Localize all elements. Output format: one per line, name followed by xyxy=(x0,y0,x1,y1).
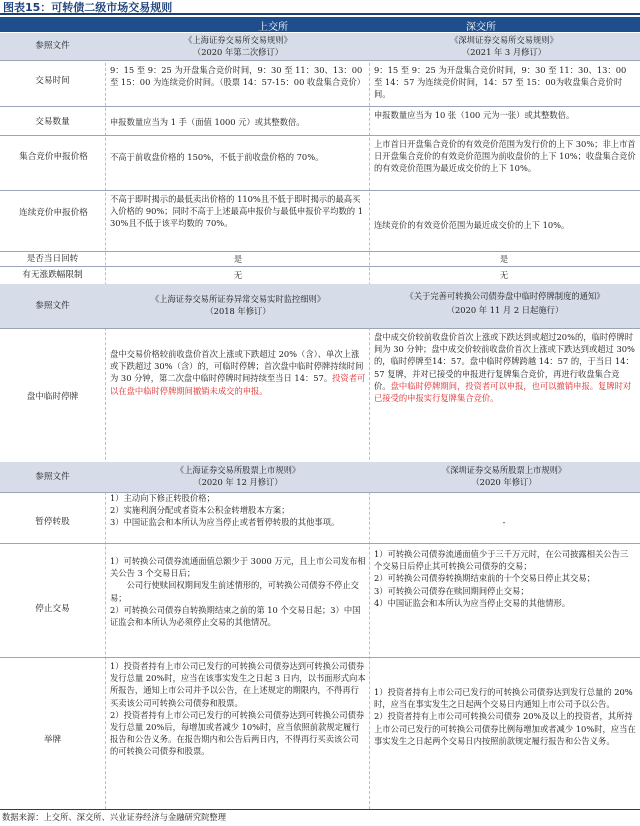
row-separator xyxy=(0,60,640,61)
row-label-trade-time: 交易时间 xyxy=(35,76,70,86)
bottom-rule xyxy=(0,809,640,810)
sse-trading-halt xyxy=(110,348,366,397)
szse-header: 深交所 xyxy=(466,22,496,33)
szse-trade-time: 9：15 至 9：25 为开盘集合竞价时间，9：30 至 11：30、13：00 至 14：57 为连续竞价时间，14：57 至 15：00为收盘集合竞价时间。 xyxy=(374,65,627,100)
row-separator xyxy=(0,328,640,329)
szse-continuous-auction: 连续竞价的有效竞价范围为最近成交价的上下 10%。 xyxy=(374,220,570,230)
sse-suspend-conversion xyxy=(110,492,366,529)
szse-reference-title: 《深圳证券交易所交易规则》 xyxy=(450,35,558,45)
szse-reference-version: （2020 年 11 月 2 日起施行） xyxy=(446,305,564,316)
row-label-call-auction: 集合竞价申报价格 xyxy=(19,152,88,162)
sse-reference-2 xyxy=(107,293,369,317)
list-item: 1）可转换公司债券流通面值总额少于 3000 万元，且上市公司发布相关公告 3 个交易日后； xyxy=(110,556,366,579)
sse-trade-time: 9：15 至 9：25 为开盘集合竞价时间，9：30 至 11：30、13：00 至 15：00 为连续竞价时间。（股票 14：57-15：00 收盘集合竞价） xyxy=(110,65,366,88)
szse-reference-title: 《关于完善可转换公司债券盘中临时停牌制度的通知》 xyxy=(405,291,605,301)
list-item: 4）中国证监会和本所认为应当停止交易的其他情形。 xyxy=(374,597,571,608)
szse-reference-3 xyxy=(371,464,637,488)
row-label-reference: 参照文件 xyxy=(35,41,70,51)
list-item: 1）投资者持有上市公司已发行的可转换公司债券达到发行总量的 20%时，应当在事实发生之日起两个交易日内通知上市公司予以公告。 xyxy=(374,687,633,710)
sse-reference-version: （2020 年第二次修订） xyxy=(192,47,284,58)
sse-halt-red-text: 投资者可以在盘中临时停牌期间撤销未成交的申报。 xyxy=(110,373,366,396)
row-label-t0: 是否当日回转 xyxy=(26,254,79,264)
row-label-continuous-auction: 连续竞价申报价格 xyxy=(19,208,88,218)
row-label-stop-trading: 停止交易 xyxy=(35,604,70,614)
szse-reference-title: 《深圳证券交易所股票上市规则》 xyxy=(441,465,567,475)
list-item: 2）投资者持有上市公司已发行的可转换公司债券达到可转换公司债券发行总量 20%后，每增加或者减少 10%时，应当依照前款规定履行报告和公告义务。在报告期内和公告后两日内，不得再行买卖该公司的可转换公司债券和股票。 xyxy=(110,709,365,757)
sse-reference-title: 《上海证券交易所股票上市规则》 xyxy=(175,465,301,475)
szse-t0: 是 xyxy=(499,254,509,264)
szse-trading-halt xyxy=(374,331,636,404)
sse-price-limit: 无 xyxy=(233,270,243,280)
list-item: 公司行使赎回权期间发生前述情形的，可转换公司债券不停止交易； xyxy=(110,580,359,603)
szse-reference-version: （2020 年修订） xyxy=(471,477,537,488)
sse-reference-title: 《上海证券交易所交易规则》 xyxy=(184,35,292,45)
sse-t0: 是 xyxy=(233,254,243,264)
list-item: 3）中国证监会和本所认为应当停止或者暂停转股的其他事项。 xyxy=(110,517,340,528)
sse-reference xyxy=(107,34,369,58)
szse-suspend-conversion: - xyxy=(502,517,506,527)
column-divider xyxy=(369,33,370,809)
sse-reference-title: 《上海证券交易所证券异常交易实时监控细则》 xyxy=(150,294,326,304)
szse-reference xyxy=(371,34,637,58)
row-separator xyxy=(0,190,640,191)
sse-stop-trading xyxy=(110,555,366,628)
list-item: 2）实施利润分配或者资本公积金转增股本方案； xyxy=(110,505,290,516)
row-label-disclosure: 举牌 xyxy=(43,735,62,745)
row-separator xyxy=(0,106,640,107)
row-label-reference: 参照文件 xyxy=(35,301,70,311)
szse-halt-text: 盘中成交价较前收盘价首次上涨或下跌达到或超过20%的，临时停牌时间为 30 分钟；盘中成交价较前收盘价首次上涨或下跌达到或超过 30%的，临时停牌至14：57。盘中临时停牌跨越 14：57 的，于当日 14：57 复牌，并对已接受的申报进行复牌集合竞价，再进行收盘集合竞价。 xyxy=(374,332,635,391)
sse-call-auction: 不高于前收盘价格的 150%，不低于前收盘价格的 70%。 xyxy=(110,152,324,162)
szse-disclosure xyxy=(374,686,636,747)
sse-disclosure xyxy=(110,660,366,758)
list-item: 1）投资者持有上市公司已发行的可转换公司债券达到可转换公司债券发行总量 20%时，应当在该事实发生之日起 3 日内，以书面形式向本所报告，通知上市公司并予以公告，在上述规定的期限内，不得再行买卖该公司可转换公司债券和股票。 xyxy=(110,661,366,708)
szse-call-auction: 上市首日开盘集合竞价的有效竞价范围为发行价的上下 30%；非上市首日开盘集合竞价的有效竞价范围为前收盘价的上下 10%；收盘集合竞价的有效竞价范围为最近成交价的上下 10%。 xyxy=(374,139,636,174)
szse-reference-version: （2021 年 3 月修订） xyxy=(461,47,547,58)
row-separator xyxy=(0,657,640,658)
row-separator xyxy=(0,135,640,136)
szse-trade-quantity: 申报数量应当为 10 张（100 元为一张）或其整数倍。 xyxy=(374,110,575,120)
sse-reference-3 xyxy=(107,464,369,488)
szse-price-limit: 无 xyxy=(499,270,509,280)
list-item: 2）投资者持有上市公司可转换公司债券 20%及以上的投资者，其所持上市公司已发行的可转换公司债券比例每增加或者减少 10%时，应当在事实发生之日起两个交易日内按照前款规定履行报告和公告义务。 xyxy=(374,711,636,746)
row-label-price-limit: 有无涨跌幅限制 xyxy=(22,270,83,280)
szse-stop-trading xyxy=(374,548,636,609)
row-label-trading-halt: 盘中临时停牌 xyxy=(26,392,79,402)
sse-continuous-auction: 不高于即时揭示的最低卖出价格的 110%且不低于即时揭示的最高买入价格的 90%；同时不高于上述最高申报价与最低申报价平均数的 130%且不低于该平均数的 70%。 xyxy=(110,194,364,229)
list-item: 1）主动向下修正转股价格； xyxy=(110,493,215,503)
sse-trade-quantity: 申报数量应当为 1 手（面值 1000 元）或其整数倍。 xyxy=(110,117,305,127)
row-label-reference: 参照文件 xyxy=(35,472,70,482)
figure-title: 图表15：可转债二级市场交易规则 xyxy=(0,0,640,15)
column-divider xyxy=(105,33,106,809)
row-label-trade-quantity: 交易数量 xyxy=(35,117,70,127)
source-note: 数据来源：上交所、深交所、兴业证券经济与金融研究院整理 xyxy=(2,812,227,822)
szse-reference-2 xyxy=(374,290,636,316)
row-label-suspend-conversion: 暂停转股 xyxy=(35,517,70,527)
column-header-bar xyxy=(0,17,640,32)
list-item: 2）可转换公司债券自转换期结束之前的第 10 个交易日起；3）中国证监会和本所认为必须停止交易的其他情况。 xyxy=(110,604,361,628)
szse-halt-red-text: 盘中临时停牌期间，投资者可以申报，也可以撤销申报。复牌时对已接受的申报实行复牌集合竞价。 xyxy=(374,380,632,404)
list-item: 3）可转换公司债券在赎回期间停止交易； xyxy=(374,585,529,596)
list-item: 1）可转换公司债券流通面值少于三千万元时，在公司披露相关公告三个交易日后停止其可转换公司债券的交易； xyxy=(374,549,629,572)
sse-reference-version: （2020 年 12 月修订） xyxy=(193,477,283,488)
row-separator xyxy=(0,266,640,267)
sse-reference-version: （2018 年修订） xyxy=(205,306,271,317)
list-item: 2）可转换公司债券转换期结束前的十个交易日停止其交易； xyxy=(374,573,595,584)
sse-halt-text: 盘中交易价格较前收盘价首次上涨或下跌超过 20%（含）、单次上涨或下跌超过 30%（含）的，可临时停牌；首次盘中临时停牌持续时间为 30 分钟，第二次盘中临时停牌时间持续至当日 14：57。 xyxy=(110,349,364,384)
row-separator xyxy=(0,251,640,252)
row-separator xyxy=(0,543,640,544)
sse-header: 上交所 xyxy=(258,22,288,33)
